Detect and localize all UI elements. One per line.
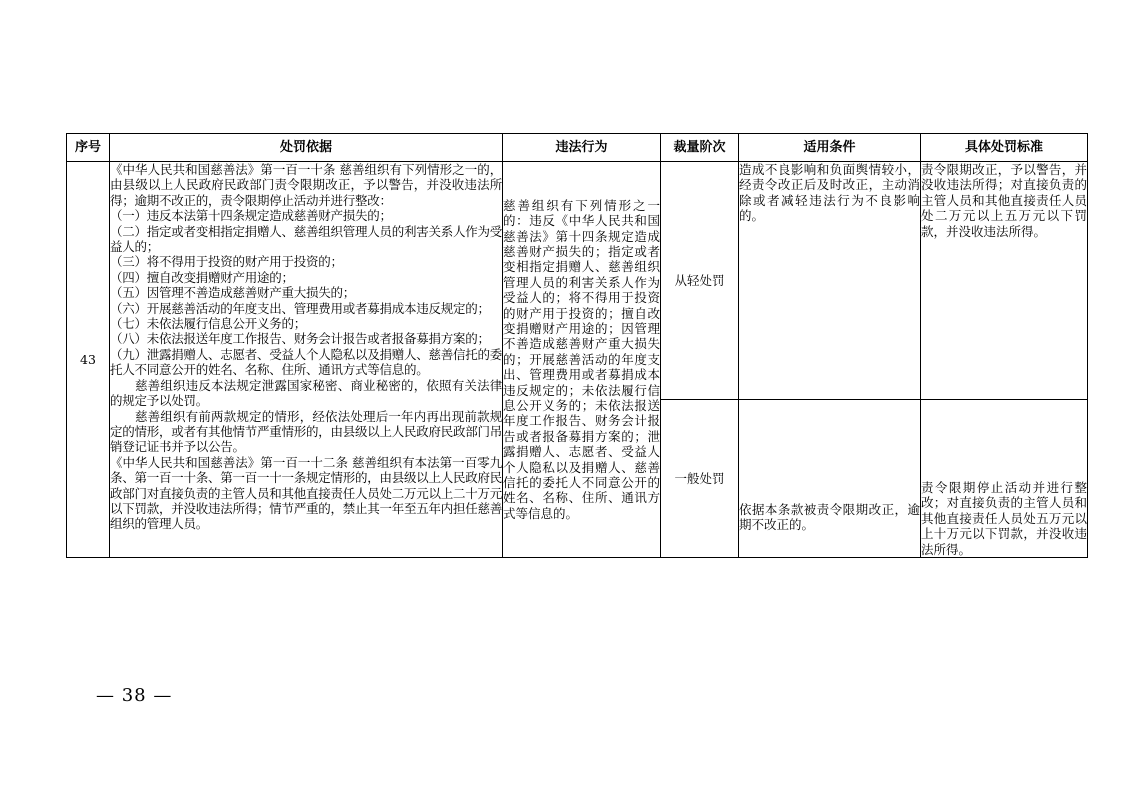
level-general: 一般处罚 <box>661 400 739 558</box>
basis-paragraph: （一）违反本法第十四条规定造成慈善财产损失的； <box>110 208 392 224</box>
level-lenient: 从轻处罚 <box>661 162 739 400</box>
basis-paragraph: 慈善组织有前两款规定的情形，经依法处理后一年内再出现前款规定的情形，或者有其他情节严重情形的，由县级以上人民政府民政部门吊销登记证书并予以公告。 <box>110 408 503 455</box>
header-behavior: 违法行为 <box>503 134 661 162</box>
basis-paragraph: （五）因管理不善造成慈善财产重大损失的； <box>110 285 356 301</box>
basis-paragraph: （六）开展慈善活动的年度支出、管理费用或者募捐成本违反规定的； <box>110 300 490 316</box>
basis-paragraph: （四）擅自改变捐赠财产用途的； <box>110 269 294 285</box>
header-basis: 处罚依据 <box>110 134 503 162</box>
header-level: 裁量阶次 <box>661 134 739 162</box>
basis-paragraph: 《中华人民共和国慈善法》第一百一十二条 慈善组织有本法第一百零九条、第一百一十条、第一百一十一条规定情形的，由县级以上人民政府民政部门对直接负责的主管人员和其他直接责任人员处二万元以上二十万元以下罚款，并没收违法所得；情节严重的，禁止其一年至五年内担任慈善组织的管理人员。 <box>110 454 503 532</box>
table-header-row <box>67 134 1088 162</box>
standard-lenient: 责令限期改正，予以警告，并没收违法所得；对直接负责的主管人员和其他直接责任人员处二万元以上五万元以下罚款，并没收违法所得。 <box>921 162 1088 400</box>
page-number: — 38 — <box>96 685 173 706</box>
row-seq: 43 <box>67 162 110 558</box>
condition-lenient: 造成不良影响和负面舆情较小，经责令改正后及时改正，主动消除或者减轻违法行为不良影响的。 <box>739 162 921 400</box>
table-row <box>67 162 1088 400</box>
basis-paragraph: （九）泄露捐赠人、志愿者、受益人个人隐私以及捐赠人、慈善信托的委托人不同意公开的姓名、名称、住所、通讯方式等信息的。 <box>110 346 503 378</box>
basis-paragraph: （二）指定或者变相指定捐赠人、慈善组织管理人员的利害关系人作为受益人的； <box>110 223 503 255</box>
penalty-standard-table <box>66 133 1088 558</box>
standard-general: 责令限期停止活动并进行整改；对直接负责的主管人员和其他直接责任人员处五万元以上十万元以下罚款，并没收违法所得。 <box>921 400 1088 558</box>
header-standard: 具体处罚标准 <box>921 134 1088 162</box>
basis-paragraph: 《中华人民共和国慈善法》第一百一十条 慈善组织有下列情形之一的，由县级以上人民政府民政部门责令限期改正，予以警告，并没收违法所得；逾期不改正的，责令限期停止活动并进行整改： <box>110 162 502 208</box>
condition-general: 依据本条款被责令限期改正，逾期不改正的。 <box>739 400 921 558</box>
basis-paragraph: （八）未依法报送年度工作报告、财务会计报告或者报备募捐方案的； <box>110 331 490 347</box>
header-seq: 序号 <box>67 134 110 162</box>
header-condition: 适用条件 <box>739 134 921 162</box>
basis-paragraph: 慈善组织违反本法规定泄露国家秘密、商业秘密的，依照有关法律的规定予以处罚。 <box>110 377 502 409</box>
violation-behavior-cell: 慈善组织有下列情形之一的：违反《中华人民共和国慈善法》第十四条规定造成慈善财产损失的；指定或者变相指定捐赠人、慈善组织管理人员的利害关系人作为受益人的；将不得用于投资的财产用于投资的；擅自改变捐赠财产用途的；因管理不善造成慈善财产重大损失的；开展慈善活动的年度支出、管理费用或者募捐成本违反规定的；未依法履行信息公开义务的；未依法报送年度工作报告、财务会计报告或者报备募捐方案的；泄露捐赠人、志愿者、受益人个人隐私以及捐赠人、慈善信托的委托人不同意公开的姓名、名称、住所、通讯方式等信息的。 <box>503 162 661 558</box>
basis-paragraph: （七）未依法履行信息公开义务的； <box>110 316 307 332</box>
basis-paragraph: （三）将不得用于投资的财产用于投资的； <box>110 254 343 270</box>
penalty-basis-cell <box>110 162 503 558</box>
